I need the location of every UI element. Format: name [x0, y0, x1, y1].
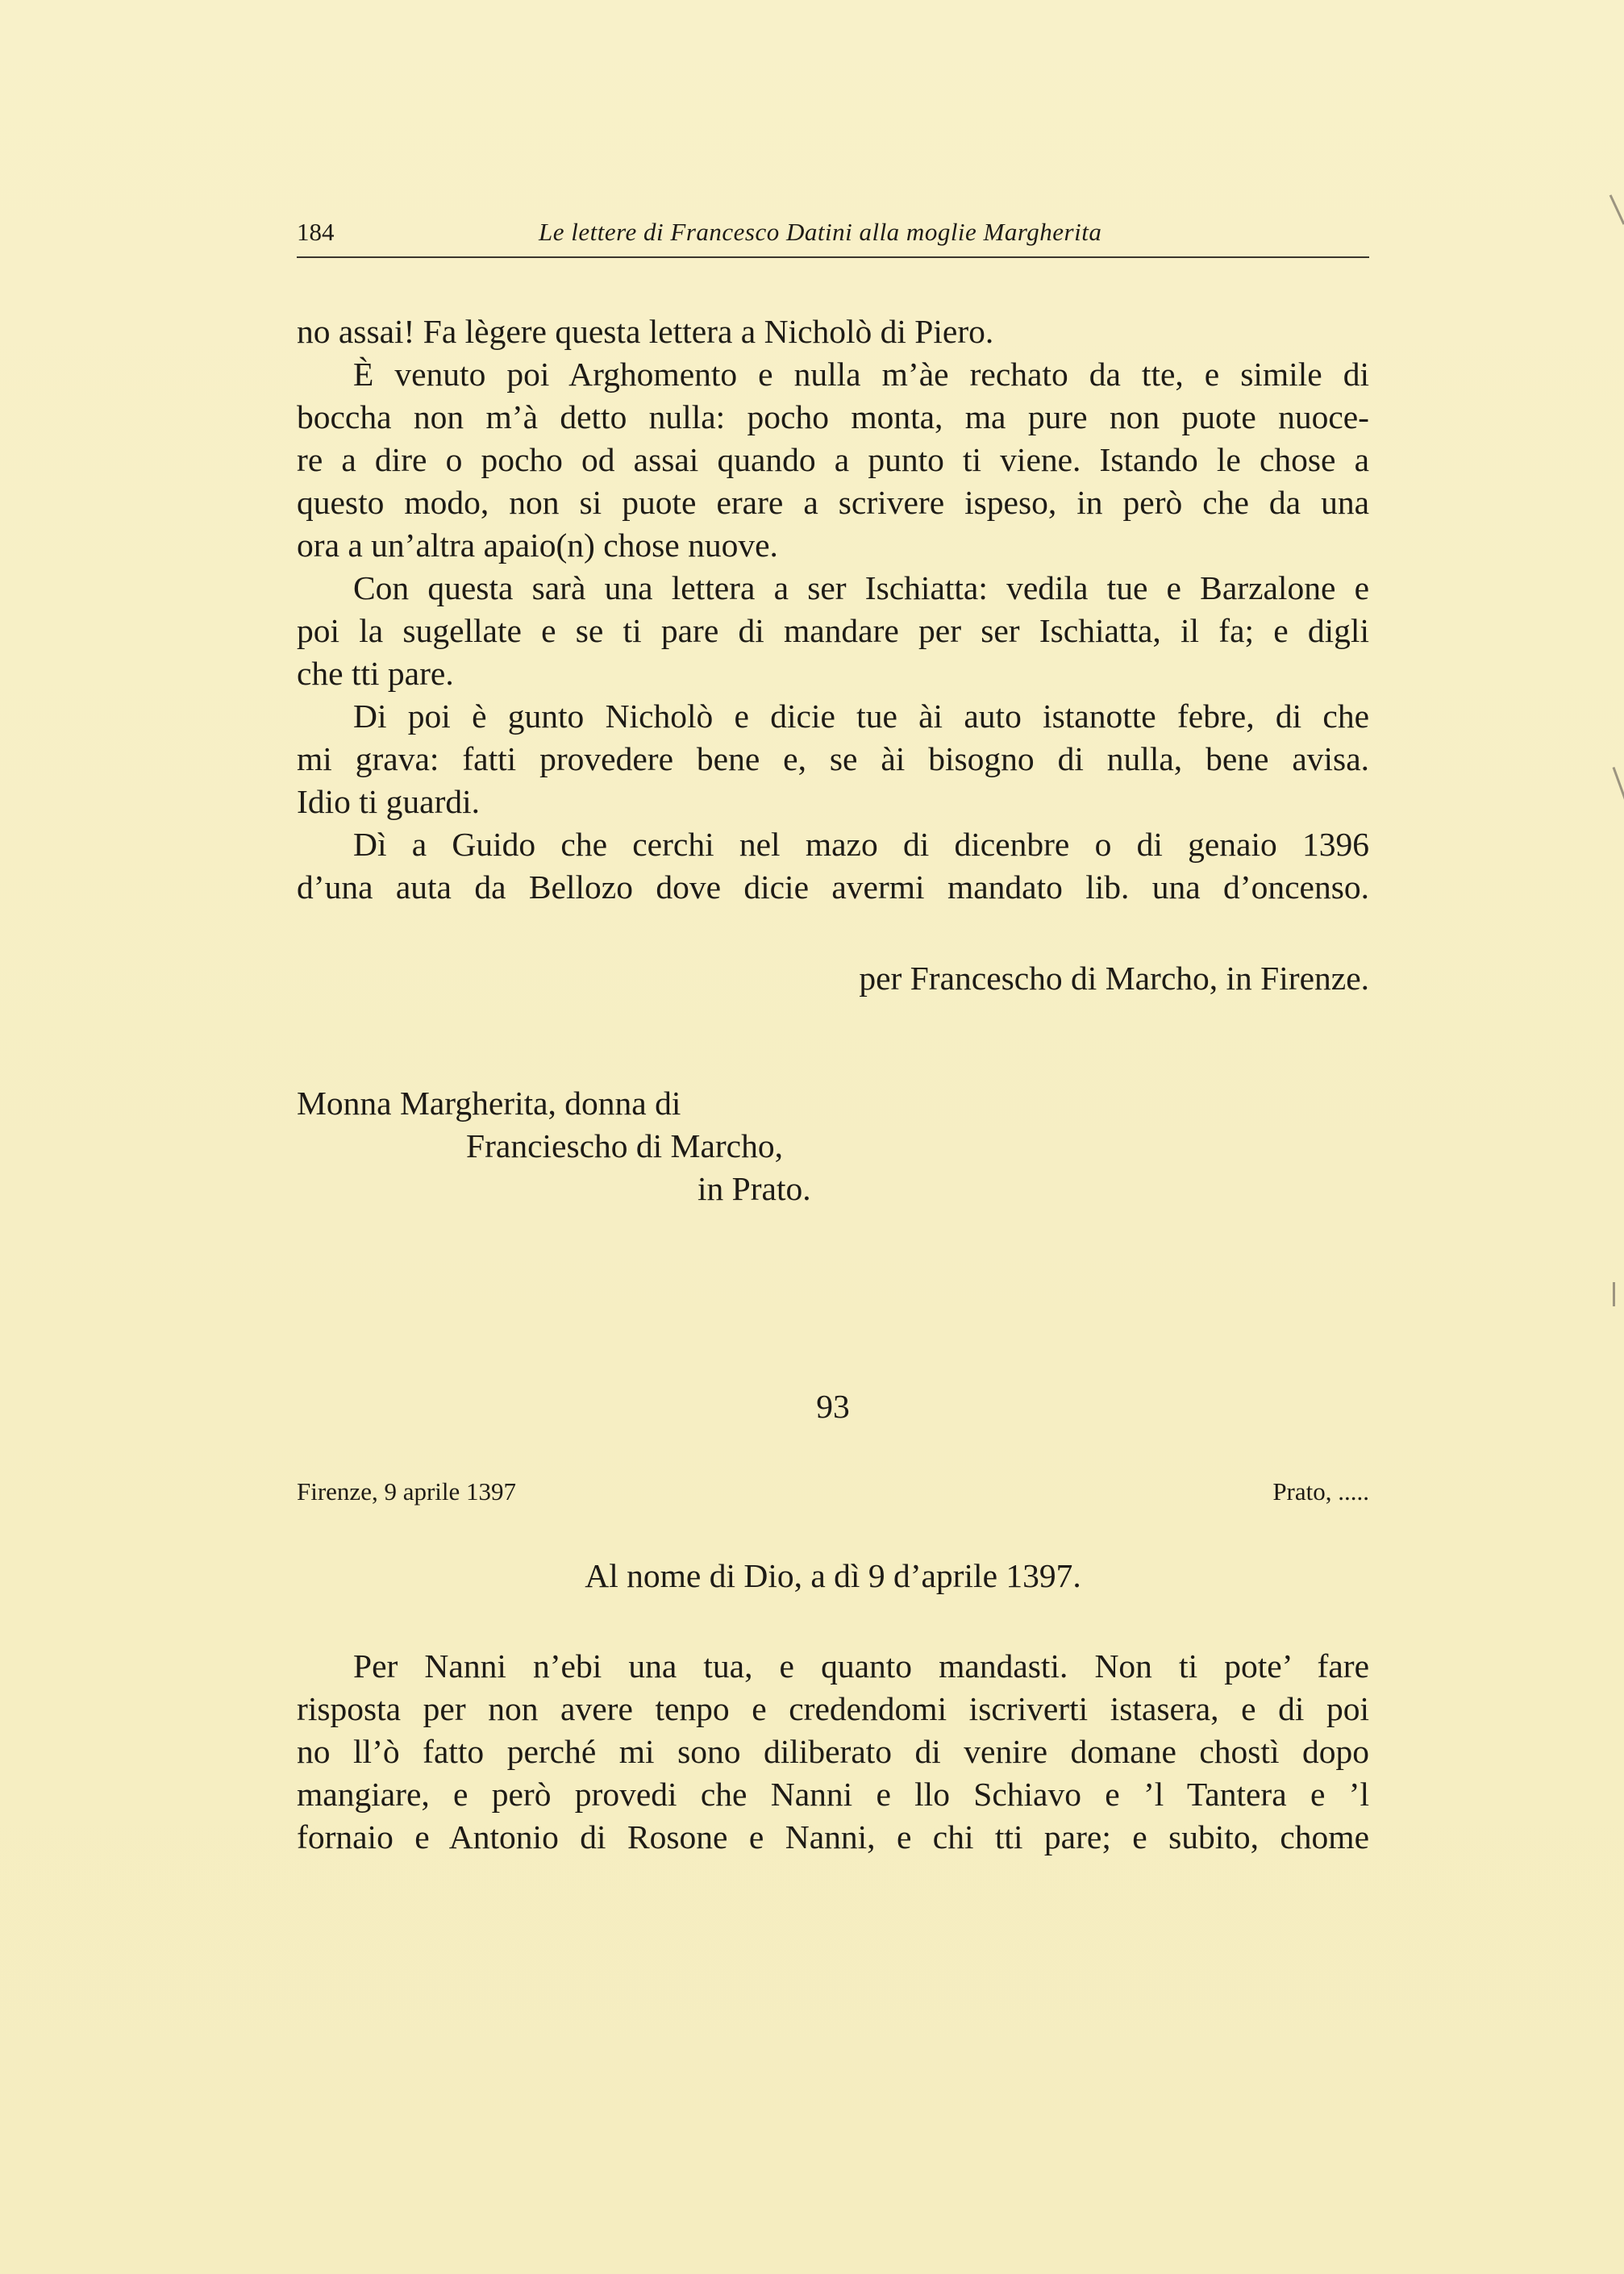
address-line: in Prato. — [697, 1170, 811, 1207]
body-line: Per Nanni n’ebi una tua, e quanto mandasti. Non ti pote’ fare — [353, 1647, 1369, 1685]
date-line — [297, 1476, 1369, 1508]
body-line: poi la sugellate e se ti pare di mandare per ser Ischiatta, il fa; e digli — [297, 612, 1369, 649]
body-line: boccha non m’à detto nulla: pocho monta, ma pure non puote nuoce- — [297, 398, 1369, 435]
running-title: Le lettere di Francesco Datini alla moglie Margherita — [539, 218, 1102, 246]
address-line: Franciescho di Marcho, — [466, 1127, 783, 1164]
body-line: Con questa sarà una lettera a ser Ischiatta: vedila tue e Barzalone e — [353, 569, 1369, 606]
body-line: d’una auta da Bellozo dove dicie avermi mandato lib. una d’oncenso. — [297, 868, 1369, 906]
date-sender-place: Firenze, 9 aprile 1397 — [297, 1477, 517, 1506]
body-line: no assai! Fa lègere questa lettera a Nicholò di Piero. — [297, 313, 994, 350]
signature: per Franceschо di Marcho, in Firenze. — [859, 960, 1369, 997]
invocation: Al nome di Dio, a dì 9 d’aprile 1397. — [585, 1557, 1081, 1594]
body-line: ora a un’altra apaio(n) chose nuove. — [297, 527, 778, 564]
page-edge-mark — [1613, 767, 1624, 806]
body-line: mangiare, e però provedi che Nanni e llo Schiavo e ’l Tantera e ’l — [297, 1776, 1369, 1813]
body-line: Di poi è gunto Nicholò e dicie tue ài auto istanotte febre, di che — [353, 698, 1369, 735]
page-header — [297, 216, 1369, 258]
letter-body — [297, 1645, 1369, 1859]
body-line: risposta per non avere tenpo e credendomi iscriverti istasera, e di poi — [297, 1690, 1369, 1727]
body-line: no ll’ò fatto perché mi sono diliberato di venire domane chostì dopo — [297, 1733, 1369, 1770]
address-line: Monna Margherita, donna di — [297, 1085, 681, 1122]
body-line: che tti pare. — [297, 655, 454, 692]
body-line: mi grava: fatti provedere bene e, se ài bisogno di nulla, bene avisa. — [297, 740, 1369, 777]
body-line: Dì a Guido che cerchi nel mazo di dicenbre o di genaio 1396 — [353, 826, 1369, 863]
address-block — [297, 1082, 811, 1210]
page-number: 184 — [297, 218, 335, 246]
letter-body-previous — [297, 310, 1369, 909]
body-line: Idio ti guardi. — [297, 783, 481, 820]
page-edge-mark — [1609, 194, 1624, 225]
page-edge-mark — [1613, 1282, 1615, 1306]
body-line: re a dire o pocho od assai quando a punto ti viene. Istando le chose a — [297, 441, 1369, 478]
letter-number: 93 — [816, 1388, 850, 1425]
body-line: fornaio e Antonio di Rosone e Nanni, e chi tti pare; e subito, chome — [297, 1818, 1369, 1855]
date-recipient-place: Prato, ..... — [1272, 1477, 1369, 1506]
body-line: È venuto poi Arghomento e nulla m’àe rechato da tte, e simile di — [353, 356, 1369, 393]
body-line: questo modo, non si puote erare a scrivere ispeso, in però che da una — [297, 484, 1369, 521]
